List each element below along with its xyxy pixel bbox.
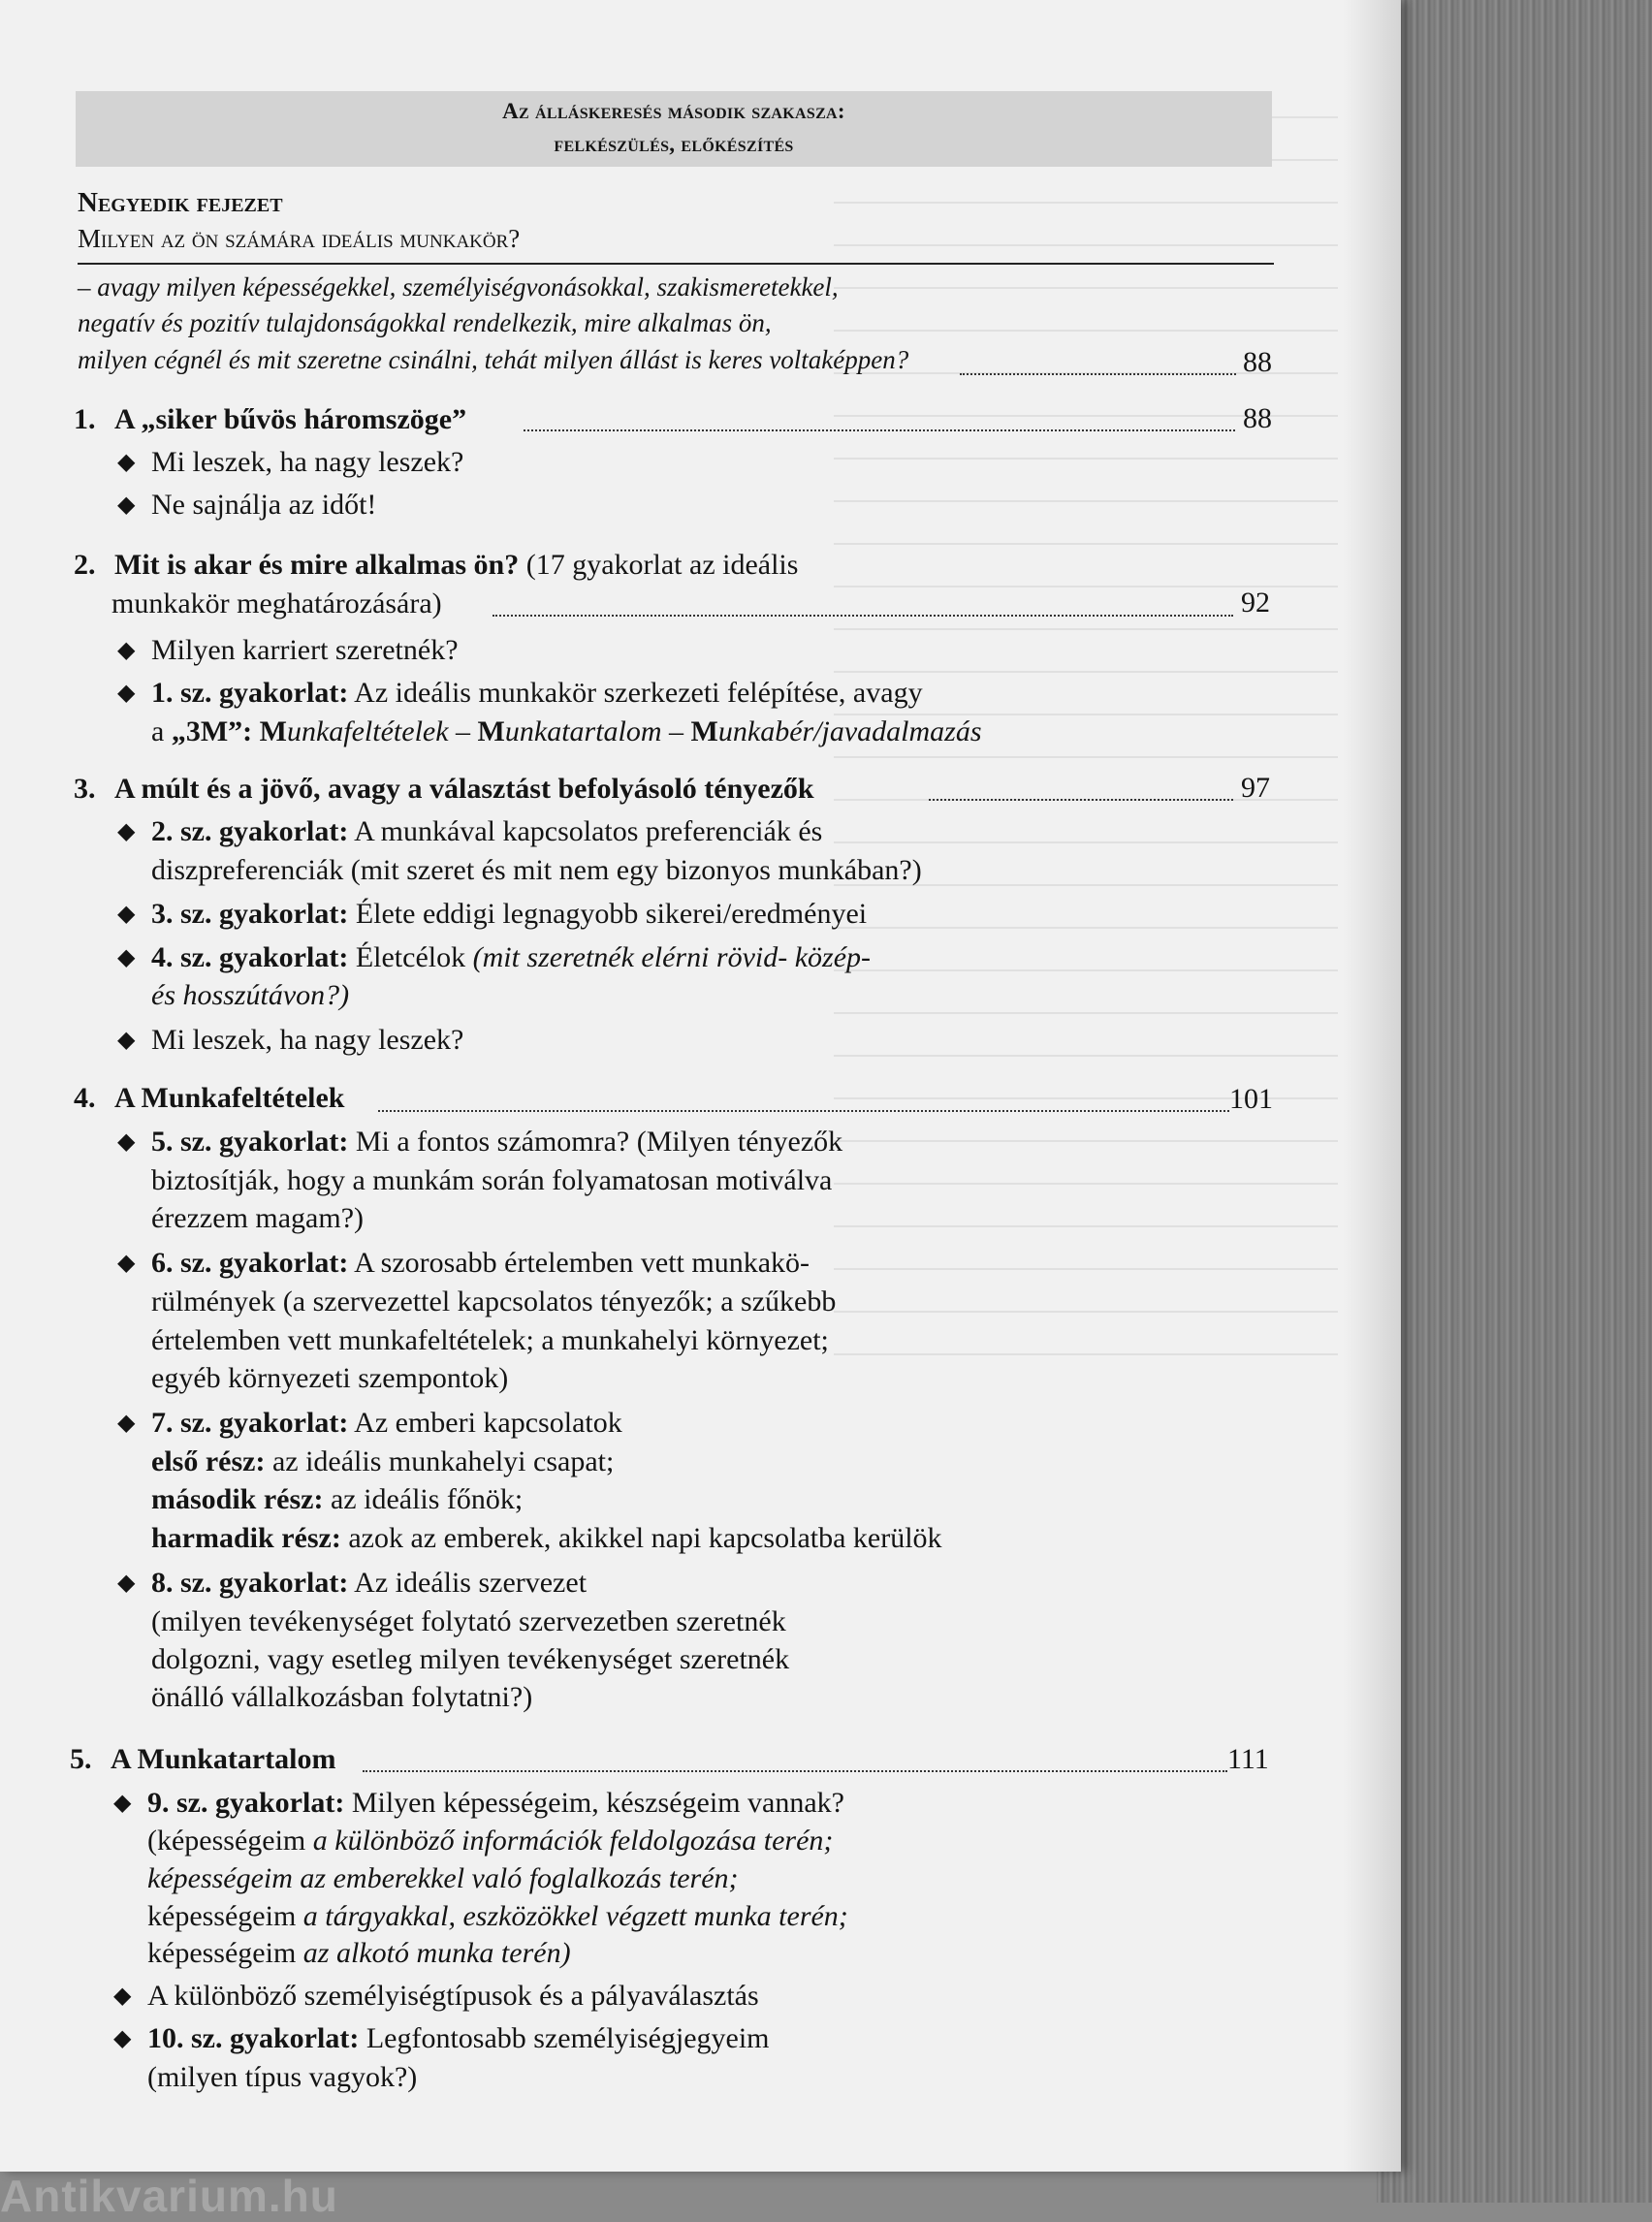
exercise-9 xyxy=(147,1786,844,1821)
intro-line-2: negatív és pozitív tulajdonságokkal rendelkezik, mire alkalmas ön, xyxy=(78,308,772,337)
exercise-2-line-2: diszpreferenciák (mit szeret és mit nem egy bizonyos munkában?) xyxy=(151,854,922,886)
exercise-label: 9. sz. gyakorlat: xyxy=(147,1787,345,1819)
exercise-7-part-1 xyxy=(151,1444,614,1479)
exercise-9-line-3: képességeim az emberekkel való foglalkozás terén; xyxy=(147,1862,739,1894)
exercise-text: Életcélok xyxy=(348,941,473,973)
text-run: M xyxy=(477,715,505,747)
toc-entry-1 xyxy=(74,402,466,437)
chapter-label: Negyedik fejezet xyxy=(78,187,283,218)
exercise-9-line-4 xyxy=(147,1899,848,1934)
section-header-line-2: felkészülés, előkészítés xyxy=(554,132,794,156)
exercise-4 xyxy=(151,940,871,975)
part-label: harmadik rész: xyxy=(151,1522,341,1554)
exercise-8-line-4: önálló vállalkozásban folytatni?) xyxy=(151,1681,533,1713)
toc-page-number: 97 xyxy=(1241,772,1270,804)
diamond-bullet-icon: ◆ xyxy=(117,638,136,663)
toc-page-number: 101 xyxy=(1229,1083,1273,1115)
book-gutter xyxy=(1377,0,1652,2203)
toc-page-number: 88 xyxy=(1243,402,1272,434)
text-run: unkabér/javadalmazás xyxy=(717,715,982,747)
toc-dot-leader xyxy=(363,1770,1227,1772)
exercise-label: 3. sz. gyakorlat: xyxy=(151,898,349,930)
exercise-label: 4. sz. gyakorlat: xyxy=(151,941,349,973)
watermark: Antikvarium.hu xyxy=(0,2171,338,2221)
exercise-text: Milyen képességeim, készségeim vannak? xyxy=(344,1787,844,1819)
exercise-9-line-5 xyxy=(147,1936,571,1971)
text-run: – xyxy=(448,715,478,747)
exercise-8-line-3: dolgozni, vagy esetleg milyen tevékenységet szeretnék xyxy=(151,1643,790,1675)
text-run: a tárgyakkal, eszközökkel végzett munka terén; xyxy=(302,1900,848,1932)
part-label: első rész: xyxy=(151,1445,266,1477)
exercise-5 xyxy=(151,1125,842,1159)
text-run: – xyxy=(661,715,691,747)
text-run: M xyxy=(259,715,287,747)
exercise-text: A munkával kapcsolatos preferenciák és xyxy=(348,815,823,847)
text-run: „3M”: xyxy=(171,715,253,747)
toc-num: 2. xyxy=(74,549,96,581)
exercise-10 xyxy=(147,2021,770,2056)
toc-subitem: Mi leszek, ha nagy leszek? xyxy=(151,446,464,478)
intro-dot-leader xyxy=(960,373,1236,375)
part-text: az ideális főnök; xyxy=(323,1483,524,1515)
exercise-1 xyxy=(151,676,923,711)
section-header-line-1: Az álláskeresés második szakasza: xyxy=(502,99,845,123)
toc-title: A Munkafeltételek xyxy=(114,1082,345,1114)
toc-num: 5. xyxy=(70,1743,92,1775)
diamond-bullet-icon: ◆ xyxy=(117,945,136,970)
exercise-label: 2. sz. gyakorlat: xyxy=(151,815,349,847)
intro-line-1: – avagy milyen képességekkel, személyiségvonásokkal, szakismeretekkel, xyxy=(78,272,839,302)
exercise-5-line-2: biztosítják, hogy a munkám során folyamatosan motiválva xyxy=(151,1164,833,1196)
toc-entry-2 xyxy=(74,548,798,583)
toc-num: 3. xyxy=(74,773,96,805)
toc-entry-4 xyxy=(74,1081,344,1116)
exercise-7-part-3 xyxy=(151,1521,942,1556)
diamond-bullet-icon: ◆ xyxy=(117,1129,136,1155)
toc-subitem: Ne sajnálja az időt! xyxy=(151,489,377,521)
exercise-10-line-2: (milyen típus vagyok?) xyxy=(147,2061,418,2093)
diamond-bullet-icon: ◆ xyxy=(117,1571,136,1596)
text-run: (képességeim xyxy=(147,1825,313,1857)
diamond-bullet-icon: ◆ xyxy=(117,681,136,706)
text-run: az alkotó munka terén) xyxy=(302,1937,571,1969)
part-text: az ideális munkahelyi csapat; xyxy=(265,1445,615,1477)
toc-dot-leader xyxy=(929,799,1233,801)
diamond-bullet-icon: ◆ xyxy=(117,819,136,844)
text-run: M xyxy=(690,715,718,747)
exercise-text: Az emberi kapcsolatok xyxy=(348,1407,622,1439)
diamond-bullet-icon: ◆ xyxy=(117,492,136,518)
toc-subitem: Mi leszek, ha nagy leszek? xyxy=(151,1024,464,1056)
toc-dot-leader xyxy=(492,615,1233,617)
diamond-bullet-icon: ◆ xyxy=(117,1251,136,1276)
exercise-8 xyxy=(151,1566,587,1601)
diamond-bullet-icon: ◆ xyxy=(113,1791,132,1816)
diamond-bullet-icon: ◆ xyxy=(117,450,136,475)
toc-title: A „siker bűvös háromszöge” xyxy=(114,403,467,435)
text-run: a különböző információk feldolgozása terén; xyxy=(312,1825,834,1857)
toc-title: A Munkatartalom xyxy=(111,1743,336,1775)
exercise-2 xyxy=(151,814,822,849)
toc-entry-3 xyxy=(74,772,814,807)
toc-entry-5 xyxy=(70,1742,336,1777)
diamond-bullet-icon: ◆ xyxy=(113,1984,132,2009)
exercise-label: 1. sz. gyakorlat: xyxy=(151,677,349,709)
diamond-bullet-icon: ◆ xyxy=(117,1411,136,1436)
diamond-bullet-icon: ◆ xyxy=(117,1028,136,1053)
toc-num: 1. xyxy=(74,403,96,435)
toc-subitem: Milyen karriert szeretnék? xyxy=(151,634,459,666)
section-header-band xyxy=(76,91,1272,167)
toc-subitem: A különböző személyiségtípusok és a pályaválasztás xyxy=(147,1980,759,2012)
intro-line-3: milyen cégnél és mit szeretne csinálni, tehát milyen állást is keres voltaképpen? xyxy=(78,345,909,374)
text-run: a xyxy=(151,715,172,747)
text-run: unkafeltételek xyxy=(286,715,449,747)
exercise-text: A szorosabb értelemben vett munkakö- xyxy=(348,1247,810,1279)
exercise-8-line-2: (milyen tevékenységet folytató szervezetben szeretnék xyxy=(151,1605,786,1637)
exercise-3 xyxy=(151,897,867,932)
toc-entry-2-line-2: munkakör meghatározására) xyxy=(111,587,442,619)
exercise-text: Mi a fontos számomra? (Milyen tényezők xyxy=(348,1126,843,1158)
toc-dot-leader xyxy=(524,429,1235,431)
toc-page-number: 92 xyxy=(1241,587,1270,619)
exercise-6-line-2: rülmények (a szervezettel kapcsolatos tényezők; a szűkebb xyxy=(151,1286,837,1317)
chapter-rule xyxy=(78,263,1274,265)
toc-num: 4. xyxy=(74,1082,96,1114)
exercise-6-line-4: egyéb környezeti szempontok) xyxy=(151,1362,509,1394)
exercise-5-line-3: érezzem magam?) xyxy=(151,1202,365,1234)
exercise-text: Az ideális szervezet xyxy=(348,1567,588,1599)
toc-title: A múlt és a jövő, avagy a választást befolyásoló tényezők xyxy=(114,773,814,805)
exercise-label: 8. sz. gyakorlat: xyxy=(151,1567,349,1599)
toc-page-number: 111 xyxy=(1227,1743,1269,1775)
part-label: második rész: xyxy=(151,1483,324,1515)
exercise-label: 6. sz. gyakorlat: xyxy=(151,1247,349,1279)
exercise-7-part-2 xyxy=(151,1482,523,1517)
intro-page-number: 88 xyxy=(1243,346,1272,378)
diamond-bullet-icon: ◆ xyxy=(117,902,136,927)
text-run: unkatartalom xyxy=(504,715,662,747)
toc-dot-leader xyxy=(378,1110,1229,1112)
text-run: képességeim xyxy=(147,1937,303,1969)
exercise-label: 5. sz. gyakorlat: xyxy=(151,1126,349,1158)
exercise-text: Legfontosabb személyiségjegyeim xyxy=(359,2022,770,2054)
exercise-text: Élete eddigi legnagyobb sikerei/eredményei xyxy=(348,898,868,930)
diamond-bullet-icon: ◆ xyxy=(113,2026,132,2051)
exercise-4-line-2: és hosszútávon?) xyxy=(151,979,350,1011)
exercise-label: 7. sz. gyakorlat: xyxy=(151,1407,349,1439)
toc-title: Mit is akar és mire alkalmas ön? xyxy=(114,549,520,581)
exercise-6 xyxy=(151,1246,810,1281)
exercise-9-line-2 xyxy=(147,1824,833,1858)
exercise-text-italic: (mit szeretnék elérni rövid- közép- xyxy=(472,941,872,973)
chapter-title: Milyen az ön számára ideális munkakör? xyxy=(78,224,521,253)
exercise-1-line-2 xyxy=(151,714,982,749)
exercise-6-line-3: értelemben vett munkafeltételek; a munkahelyi környezet; xyxy=(151,1324,829,1356)
exercise-7 xyxy=(151,1406,622,1441)
text-run: képességeim xyxy=(147,1900,303,1932)
exercise-text: Az ideális munkakör szerkezeti felépítése, avagy xyxy=(348,677,923,709)
part-text: azok az emberek, akikkel napi kapcsolatba kerülök xyxy=(340,1522,942,1554)
exercise-label: 10. sz. gyakorlat: xyxy=(147,2022,360,2054)
toc-title-rest: (17 gyakorlat az ideális xyxy=(519,549,799,581)
